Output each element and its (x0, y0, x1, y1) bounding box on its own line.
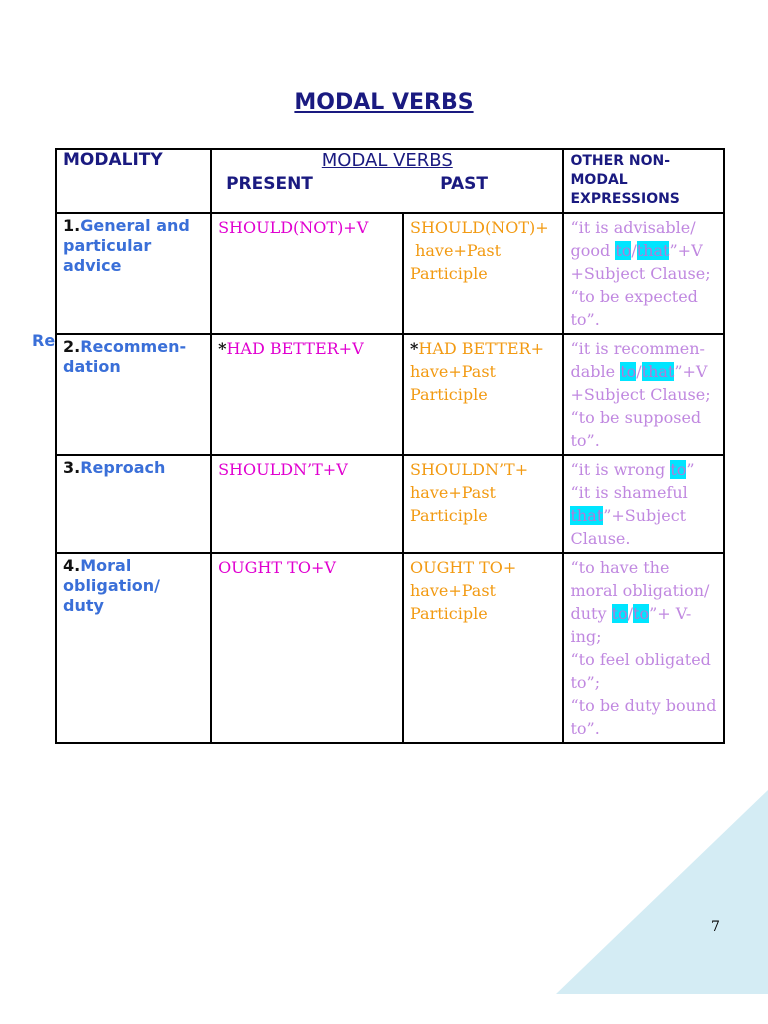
highlight: that (570, 506, 604, 525)
present-cell: *HAD BETTER+V (211, 334, 403, 455)
table-header-row (56, 149, 724, 213)
margin-text-fragment: Re (32, 331, 56, 350)
table-row (56, 213, 724, 334)
modality-cell: 3.Reproach (56, 455, 211, 553)
header-modal-verbs-title: MODAL VERBS (321, 150, 453, 171)
highlight: to (620, 362, 637, 381)
other-expressions-cell: “it is advisable/ good to/that”+V +Subject Clause; “to be expected to”. (563, 213, 724, 334)
table-row (56, 334, 724, 455)
modality-cell: 4.Moral obligation/ duty (56, 553, 211, 743)
present-cell: SHOULDN’T+V (211, 455, 403, 553)
table-row (56, 553, 724, 743)
highlight: to (615, 241, 632, 260)
highlight: to (611, 604, 628, 623)
past-cell: *HAD BETTER+ have+Past Participle (403, 334, 563, 455)
present-cell: OUGHT TO+V (211, 553, 403, 743)
past-cell: SHOULDN’T+ have+Past Participle (403, 455, 563, 553)
present-cell: SHOULD(NOT)+V (211, 213, 403, 334)
header-past: PAST (440, 174, 488, 194)
modality-cell: 2.Recommen- dation (56, 334, 211, 455)
table-row (56, 455, 724, 553)
page-title: MODAL VERBS (294, 90, 474, 115)
page-number: 7 (711, 919, 720, 935)
header-other-expressions: OTHER NON- MODAL EXPRESSIONS (563, 149, 724, 213)
past-cell: SHOULD(NOT)+ have+Past Participle (403, 213, 563, 334)
header-modality: MODALITY (56, 149, 211, 213)
other-expressions-cell: “to have the moral obligation/ duty to/to”+ V- ing; “to feel obligated to”; “to be duty bound to”. (563, 553, 724, 743)
highlight: to (633, 604, 650, 623)
highlight: to (670, 460, 687, 479)
header-modal-verbs (211, 149, 563, 213)
decorative-corner-shape (556, 790, 768, 994)
past-cell: OUGHT TO+ have+Past Participle (403, 553, 563, 743)
modal-verbs-table (55, 148, 725, 744)
header-present: PRESENT (226, 174, 313, 194)
highlight: that (636, 241, 670, 260)
other-expressions-cell: “it is wrong to” “it is shameful that”+Subject Clause. (563, 455, 724, 553)
other-expressions-cell: “it is recommen- dable to/that”+V +Subject Clause; “to be supposed to”. (563, 334, 724, 455)
modality-cell: 1.General and particular advice (56, 213, 211, 334)
corner-triangle (556, 790, 768, 994)
highlight: that (641, 362, 675, 381)
